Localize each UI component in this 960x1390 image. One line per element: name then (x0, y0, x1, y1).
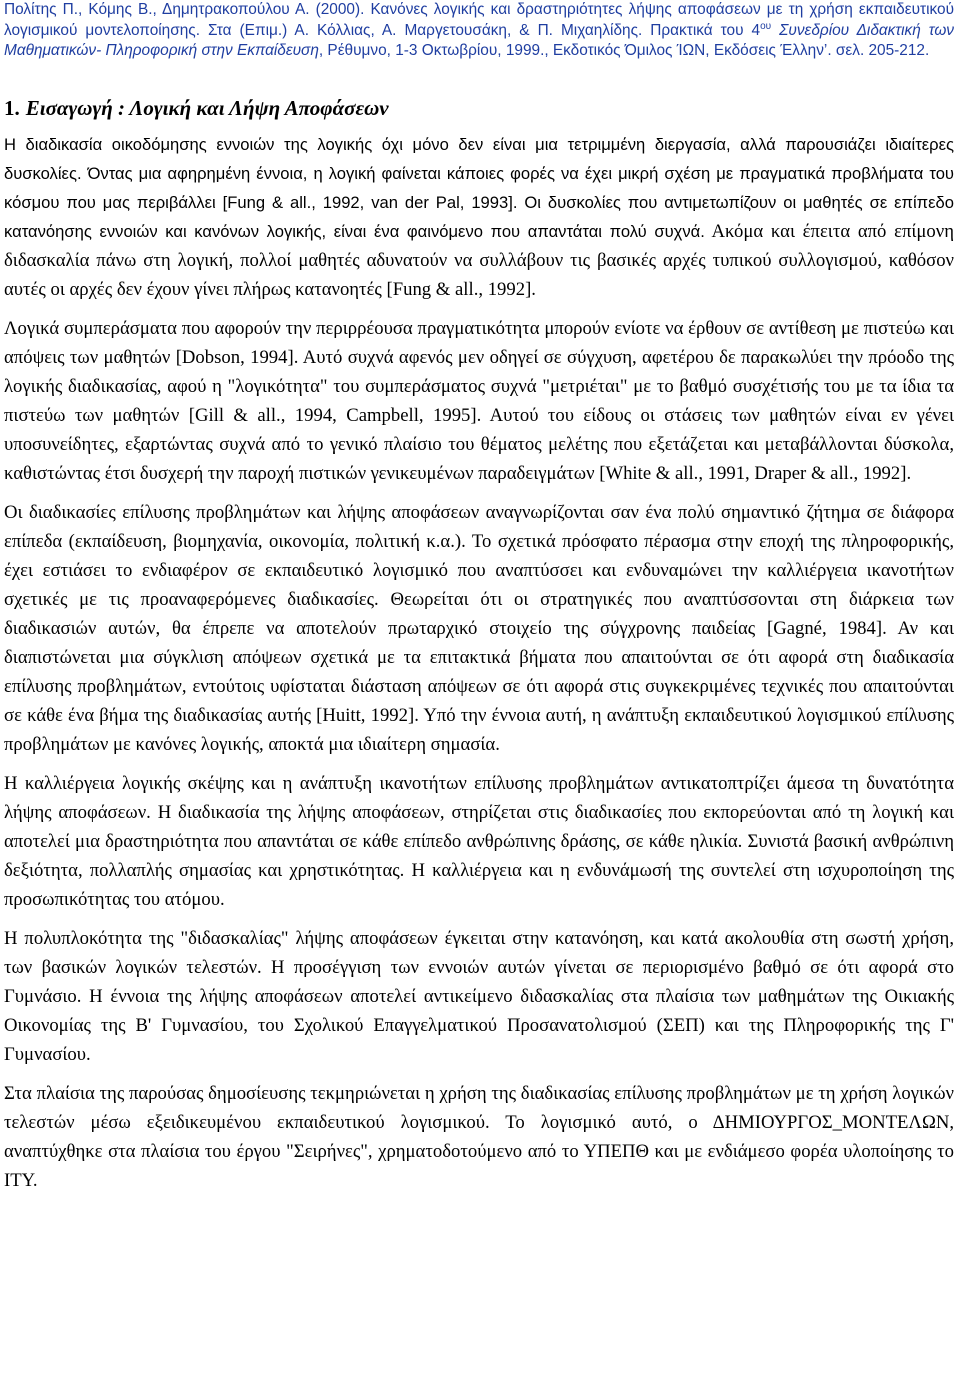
section-title: Εισαγωγή : Λογική και Λήψη Αποφάσεων (25, 95, 389, 120)
citation-part-3: , Ρέθυμνο, 1-3 Οκτωβρίου, 1999., Εκδοτικός Όμιλος ΊΩΝ, Εκδόσεις Έλλην’. σελ. 205-212. (318, 42, 930, 59)
citation-conference-title: Συνεδρίου Διδακτική των Μαθηματικών- Πληροφορική στην Εκπαίδευση (4, 21, 955, 59)
paragraph-4: Η καλλιέργεια λογικής σκέψης και η ανάπτυξη ικανοτήτων επίλυσης προβλημάτων αντικατοπτρίζει άμεσα τη δυνατότητα λήψης αποφάσεων. Η διαδικασία της λήψης αποφάσεων, στηρίζεται στις διαδικασίες που εκπορεύονται από τη λογική και αποτελεί μια δραστηριότητα που απαντάται σε κάθε επίπεδο ανθρώπινης δράσης, σε κάθε ηλικία. Συνιστά βασική ανθρώπινη δεξιότητα, πολλαπλής σημασίας και χρηστικότητας. Η καλλιέργεια και η ενδυνάμωσή της συντελεί στη ισχυροποίηση της προσωπικότητας του ατόμου. (4, 772, 954, 910)
paragraph-5: Η πολυπλοκότητα της "διδασκαλίας" λήψης αποφάσεων έγκειται στην κατανόηση, και κατά ακολουθία στη σωστή χρήση, των βασικών λογικών τελεστών. Η προσέγγιση των εννοιών αυτών γίνεται σε περιορισμένο βαθμό σε ότι αφορά στο Γυμνάσιο. Η έννοια της λήψης αποφάσεων αποτελεί αντικείμενο διδασκαλίας στα πλαίσια των μαθημάτων της Οικιακής Οικονομίας της Β' Γυμνασίου, του Σχολικού Επαγγελματικού Προσανατολισμού (ΣΕΠ) και της Πληροφορικής της Γ' Γυμνασίου. (4, 927, 954, 1065)
citation-header (4, 0, 954, 62)
paragraph-1-sans-part: Η διαδικασία οικοδόμησης εννοιών της λογικής όχι μόνο δεν είναι μια τετριμμένη διεργασία, αλλά παρουσιάζει ιδιαίτερες δυσκολίες. Όντας μια αφηρημένη έννοια, η λογική φαίνεται κάποιες φορές να έχει μικρή σχέση με πραγματικά προβλήματα του κόσμου που μας περιβάλλει [Fung & all., 1992, van der Pal, 1993]. Οι δυσκολίες που αντιμετωπίζουν οι μαθητές σε επίπεδο κατανόησης εννοιών και κανόνων λογικής, είναι ένα φαινόμενο που απαντάται πολύ συχνά. (4, 134, 954, 241)
paragraph-1 (4, 130, 954, 304)
citation-part-1: Πολίτης Π., Κόμης Β., Δημητρακοπούλου Α. (2000). Κανόνες λογικής και δραστηριότητες λήψης αποφάσεων με τη χρήση εκπαιδευτικού λογισμικού μοντελοποίησης. Στα (Επιμ.) Α. Κόλλιας, Α. Μαργετουσάκη, & Π. Μιχαηλίδης. Πρακτικά του 4 (4, 1, 954, 39)
document-page (4, 0, 954, 1205)
section-number: 1. (4, 95, 20, 120)
paragraph-6: Στα πλαίσια της παρούσας δημοσίευσης τεκμηριώνεται η χρήση της διαδικασίας επίλυσης προβλημάτων με τη χρήση λογικών τελεστών μέσω εξειδικευμένου εκπαιδευτικού λογισμικού. Το λογισμικό αυτό, ο ΔΗΜΙΟΥΡΓΟΣ_ΜΟΝΤΕΛΩΝ, αναπτύχθηκε στα πλαίσια του έργου "Σειρήνες", χρηματοδοτούμενο από το ΥΠΕΠΘ και με ενδιάμεσο φορέα υλοποίησης το ΙΤΥ. (4, 1082, 954, 1191)
paragraph-2: Λογικά συμπεράσματα που αφορούν την περιρρέουσα πραγματικότητα μπορούν ενίοτε να έρθουν σε αντίθεση με πιστεύω και απόψεις των μαθητών [Dobson, 1994]. Αυτό συχνά αφενός μεν οδηγεί σε σύγχυση, αφετέρου δε παρακωλύει την πρόοδο της λογικής διαδικασίας, αφού η "λογικότητα" του συμπεράσματος συχνά "μετριέται" με το βαθμό συσχέτισής του με τα ίδια τα πιστεύω των μαθητών [Gill & all., 1994, Campbell, 1995]. Αυτού του είδους οι στάσεις των μαθητών είναι εν γένει υποσυνείδητες, εξαρτώντας συχνά από το γενικό πλαίσιο του θέματος μελέτης που εξετάζεται και μεταβάλλονται δύσκολα, καθιστώντας έτσι δυσχερή την παροχή πιστικών γενικευμένων παραδειγμάτων [White & all., 1991, Draper & all., 1992]. (4, 317, 954, 484)
section-heading (4, 95, 954, 121)
paragraph-3: Οι διαδικασίες επίλυσης προβλημάτων και λήψης αποφάσεων αναγνωρίζονται σαν ένα πολύ σημαντικό ζήτημα σε διάφορα επίπεδα (εκπαίδευση, βιομηχανία, οικονομία, πολιτική κ.α.). Το σχετικά πρόσφατο πέρασμα στην εποχή της πληροφορικής, έχει εστιάσει το ενδιαφέρον σε εκπαιδευτικό λογισμικό που αναπτύσσει και ενδυναμώνει την καλλιέργεια ικανοτήτων σχετικές με τις προαναφερόμενες διαδικασίες. Θεωρείται ότι οι στρατηγικές που αναπτύσσονται στη διάρκεια των διαδικασιών αυτών, θα έπρεπε να αποτελούν πρωταρχικό στοιχείο της σύγχρονης παιδείας [Gagné, 1984]. Αν και διαπιστώνεται μια σύγκλιση απόψεων σχετικά με τα επιτακτικά βήματα που απαιτούνται σε ότι αφορά στη διαδικασία επίλυσης προβλημάτων, εντούτοις υφίσταται διάσταση απόψεων σε ότι αφορά στις συγκεκριμένες τεχνικές που απαιτούνται σε κάθε ένα βήμα της διαδικασίας αυτής [Huitt, 1992]. Υπό την έννοια αυτή, η ανάπτυξη εκπαιδευτικού λογισμικού επίλυσης προβλημάτων με κανόνες λογικής, αποκτά μια ιδιαίτερη σημασία. (4, 501, 954, 755)
citation-superscript: ου (760, 20, 772, 32)
paragraph-1-serif-part: Ακόμα και έπειτα από επίμονη διδασκαλία πάνω στη λογική, πολλοί μαθητές αδυνατούν να συλλάβουν τις βασικές αρχές τυπικού συλλογισμού, καθόσον αυτές οι αρχές δεν έχουν γίνει πλήρως κατανοητές [Fung & all., 1992]. (4, 220, 954, 300)
citation-part-2 (771, 22, 779, 39)
